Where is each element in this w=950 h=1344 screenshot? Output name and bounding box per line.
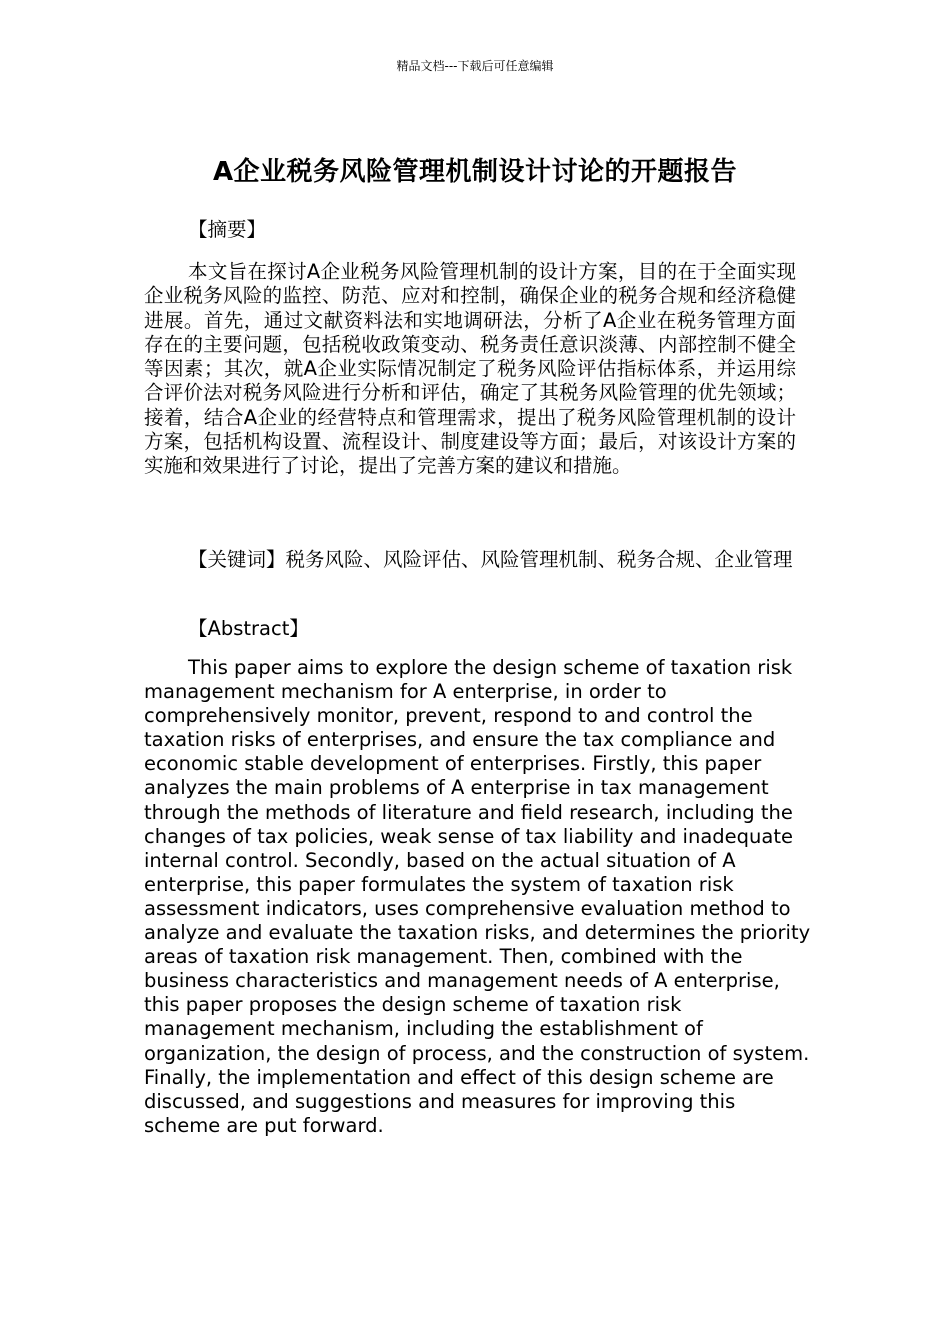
page-header-note: 精品文档---下载后可任意编辑 bbox=[396, 59, 554, 73]
english-abstract-body: This paper aims to explore the design scheme of taxation risk management mechanism for A enterprise, in order to comprehensively monitor, prevent, respond to and control the taxation risks of enterprises, and ensure the tax compliance and economic stable development of enterprises. Firstly, this paper analyzes the main problems of A enterprise in tax management through the methods of literature and field research, including the changes of tax policies, weak sense of tax liability and inadequate internal control. Secondly, based on the actual situation of A enterprise, this paper formulates the system of taxation risk assessment indicators, uses comprehensive evaluation method to analyze and evaluate the taxation risks, and determines the priority areas of taxation risk management. Then, combined with the business characteristics and management needs of A enterprise, this paper proposes the design scheme of taxation risk management mechanism, including the establishment of organization, the design of process, and the construction of system. Finally, the implementation and effect of this design scheme are discussed, and suggestions and measures for improving this scheme are put forward. bbox=[144, 656, 811, 1137]
chinese-abstract-body: 本文旨在探讨A企业税务风险管理机制的设计方案，目的在于全面实现企业税务风险的监控、防范、应对和控制，确保企业的税务合规和经济稳健进展。首先，通过文献资料法和实地调研法，分析了A企业在税务管理方面存在的主要问题，包括税收政策变动、税务责任意识淡薄、内部控制不健全等因素；其次，就A企业实际情况制定了税务风险评估指标体系，并运用综合评价法对税务风险进行分析和评估，确定了其税务风险管理的优先领域；接着，结合A企业的经营特点和管理需求，提出了税务风险管理机制的设计方案，包括机构设置、流程设计、制度建设等方面；最后，对该设计方案的实施和效果进行了讨论，提出了完善方案的建议和措施。 bbox=[144, 260, 796, 478]
english-abstract-heading: 【Abstract】 bbox=[188, 617, 309, 640]
document-title: A企业税务风险管理机制设计讨论的开题报告 bbox=[212, 157, 738, 188]
chinese-keywords: 【关键词】税务风险、风险评估、风险管理机制、税务合规、企业管理 bbox=[188, 548, 793, 571]
chinese-abstract-heading: 【摘要】 bbox=[188, 218, 267, 241]
